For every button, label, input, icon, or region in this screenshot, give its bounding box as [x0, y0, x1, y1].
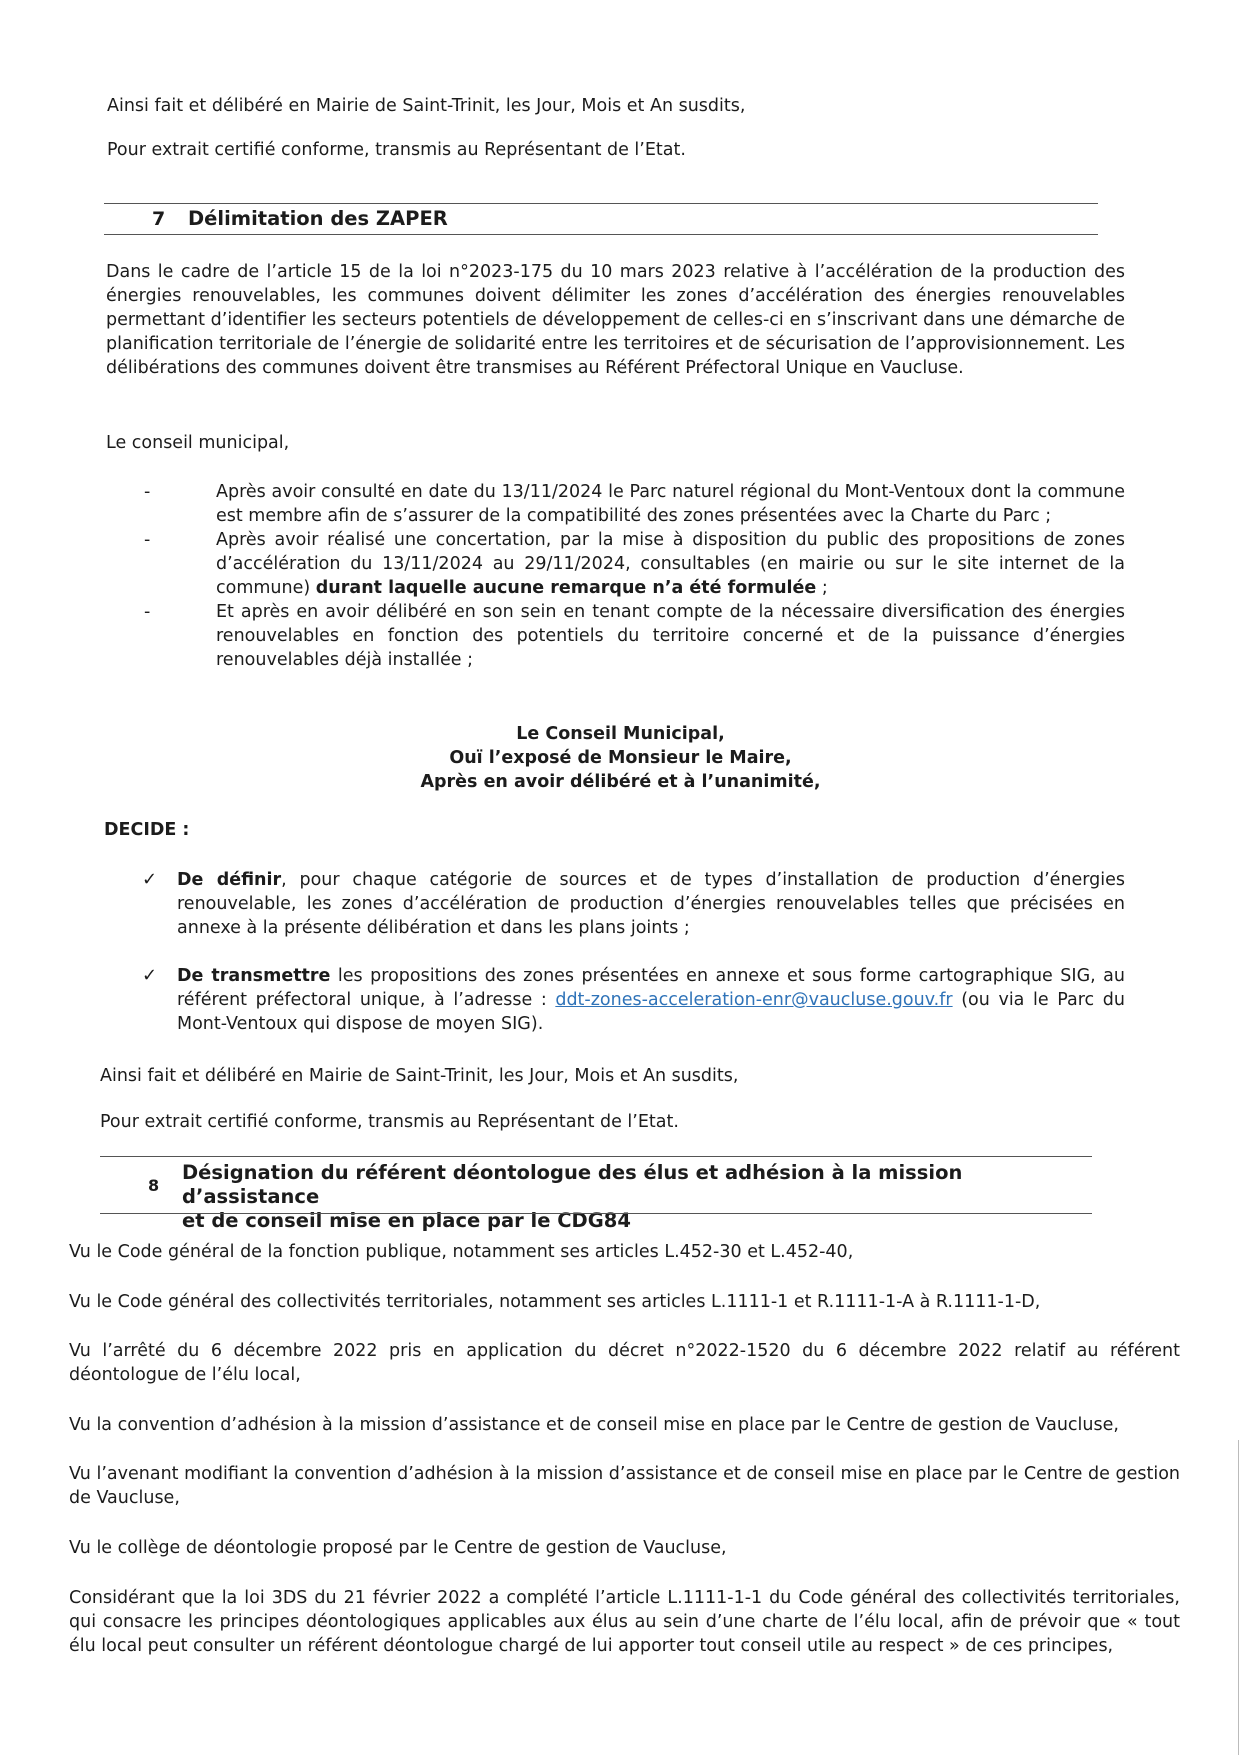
paragraph: Vu le Code général de la fonction publique, notamment ses articles L.452-30 et L.452-40,	[69, 1242, 854, 1262]
section-8-top-rule	[100, 1156, 1092, 1157]
scan-edge-line	[1238, 1440, 1239, 1755]
considerations-list	[144, 480, 1125, 672]
check-icon: ✓	[142, 965, 158, 986]
section-7-certified-text: Pour extrait certifié conforme, transmis au Représentant de l’Etat.	[100, 1112, 679, 1132]
paragraph: Vu la convention d’adhésion à la mission d’assistance et de conseil mise en place par le Centre de gestion de Vaucluse,	[69, 1415, 1119, 1435]
paragraph: Vu le collège de déontologie proposé par le Centre de gestion de Vaucluse,	[69, 1538, 727, 1558]
section-7-title: Délimitation des ZAPER	[188, 207, 448, 230]
section-8-title: Désignation du référent déontologue des élus et adhésion à la mission d’assistance et de conseil mise en place par le CDG84	[182, 1161, 963, 1232]
council-intro: Le conseil municipal,	[106, 433, 290, 453]
resolution-line: Le Conseil Municipal,	[516, 724, 725, 744]
list-item: ✓ De transmettre les propositions des zones présentées en annexe et sous forme cartographique SIG, au référent préfectoral unique, à l’adresse : ddt-zones-acceleration-enr@vaucluse.gouv.fr (ou via le Parc du Mont-Ventoux qui dispose de moyen SIG).	[142, 965, 1125, 1034]
decisions-list	[140, 868, 1125, 1060]
paragraph: Considérant que la loi 3DS du 21 février 2022 a complété l’article L.1111-1-1 du Code général des collectivités territoriales, qui consacre les principes déontologiques applicables aux élus au sein d’une charte de l’élu local, afin de prévoir que « tout élu local peut consulter un référent déontologue chargé de lui apporter tout conseil utile au respect » de ces principes,	[69, 1588, 1180, 1656]
section-8-number: 8	[148, 1176, 160, 1195]
list-item: ✓ De définir, pour chaque catégorie de sources et de types d’installation de production d’énergies renouvelable, les zones d’accélération de production d’énergies renouvelables telles que précisées en annexe à la présente délibération et dans les plans joints ;	[142, 869, 1125, 938]
section-7-bottom-rule	[104, 234, 1098, 235]
section-7-done-text: Ainsi fait et délibéré en Mairie de Saint-Trinit, les Jour, Mois et An susdits,	[100, 1066, 739, 1086]
check-icon: ✓	[142, 869, 158, 890]
section-7-top-rule	[104, 203, 1098, 204]
resolution-block	[300, 722, 941, 794]
section-8-bottom-rule	[100, 1213, 1092, 1214]
paragraph: Vu l’avenant modifiant la convention d’adhésion à la mission d’assistance et de conseil mise en place par le Centre de gestion de Vaucluse,	[69, 1464, 1180, 1508]
closing-done-text: Ainsi fait et délibéré en Mairie de Saint-Trinit, les Jour, Mois et An susdits,	[107, 96, 746, 116]
closing-certified-text: Pour extrait certifié conforme, transmis au Représentant de l’Etat.	[107, 140, 686, 160]
resolution-line: Après en avoir délibéré et à l’unanimité,	[420, 772, 821, 792]
list-item: - Et après en avoir délibéré en son sein en tenant compte de la nécessaire diversification des énergies renouvelables en fonction des potentiels du territoire concerné et de la puissance d’énergies renouvelables déjà installée ;	[144, 602, 1125, 670]
paragraph: Vu le Code général des collectivités territoriales, notamment ses articles L.1111-1 et R.1111-1-A à R.1111-1-D,	[69, 1292, 1041, 1312]
paragraph: Vu l’arrêté du 6 décembre 2022 pris en application du décret n°2022-1520 du 6 décembre 2022 relatif au référent déontologue de l’élu local,	[69, 1341, 1180, 1385]
email-link[interactable]: ddt-zones-acceleration-enr@vaucluse.gouv.fr	[555, 990, 953, 1010]
list-item: - Après avoir réalisé une concertation, par la mise à disposition du public des propositions de zones d’accélération du 13/11/2024 au 29/11/2024, consultables (en mairie ou sur le site internet de la commune) durant laquelle aucune remarque n’a été formulée ;	[144, 530, 1125, 598]
section-7-number: 7	[152, 208, 166, 230]
section-7-intro: Dans le cadre de l’article 15 de la loi n°2023-175 du 10 mars 2023 relative à l’accélération de la production des énergies renouvelables, les communes doivent délimiter les zones d’accélération des énergies renouvelables permettant d’identifier les secteurs potentiels de développement de celles-ci en s’inscrivant dans une démarche de planification territoriale de l’énergie de solidarité entre les territoires et de sécurisation de l’approvisionnement. Les délibérations des communes doivent être transmises au Référent Préfectoral Unique en Vaucluse.	[106, 262, 1125, 378]
list-item: - Après avoir consulté en date du 13/11/2024 le Parc naturel régional du Mont-Ventoux dont la commune est membre afin de s’assurer de la compatibilité des zones présentées avec la Charte du Parc ;	[144, 482, 1125, 526]
resolution-line: Ouï l’exposé de Monsieur le Maire,	[449, 748, 792, 768]
decide-label: DECIDE :	[104, 820, 190, 840]
